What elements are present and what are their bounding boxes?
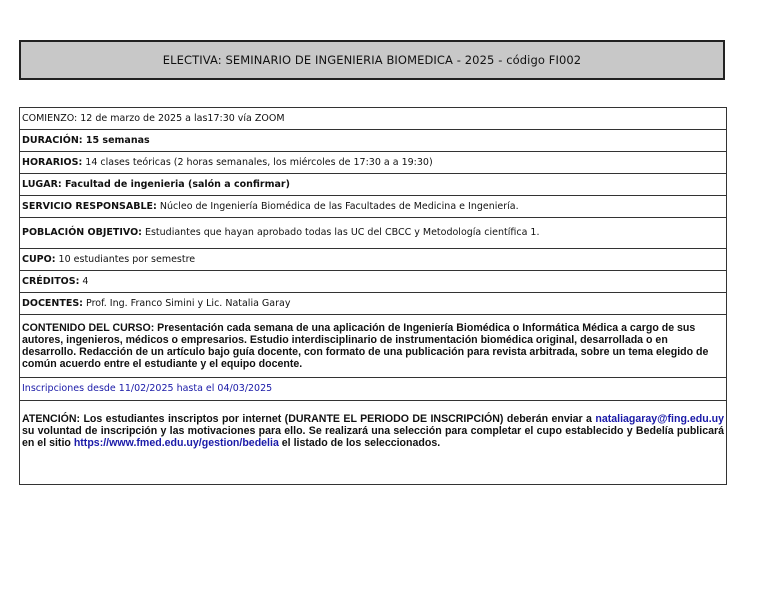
row-lugar bbox=[20, 174, 727, 196]
horarios-label: HORARIOS: bbox=[22, 156, 83, 168]
row-horarios bbox=[20, 152, 727, 174]
row-cupo bbox=[20, 249, 727, 271]
row-atencion bbox=[20, 401, 727, 485]
servicio-value: Núcleo de Ingeniería Biomédica de las Facultades de Medicina e Ingeniería. bbox=[156, 200, 519, 212]
cupo-cell bbox=[20, 249, 727, 271]
servicio-cell bbox=[20, 196, 727, 218]
creditos-label: CRÉDITOS: bbox=[22, 275, 80, 287]
row-duracion bbox=[20, 130, 727, 152]
row-docentes bbox=[20, 293, 727, 315]
email-link[interactable]: nataliagaray@fing.edu.uy bbox=[595, 413, 724, 425]
atencion-part-2: su voluntad de inscripción y las motivaciones para ello. Se realizará una selección para completar el cupo establecido y Bedelía publicará en el sitio bbox=[22, 425, 724, 449]
cupo-value: 10 estudiantes por semestre bbox=[55, 253, 196, 265]
poblacion-label: POBLACIÓN OBJETIVO: bbox=[22, 227, 142, 238]
docentes-label: DOCENTES: bbox=[22, 297, 83, 309]
servicio-label: SERVICIO RESPONSABLE: bbox=[22, 200, 157, 212]
row-comienzo bbox=[20, 108, 727, 130]
creditos-value: 4 bbox=[79, 275, 89, 287]
docentes-value: Prof. Ing. Franco Simini y Lic. Natalia Garay bbox=[83, 297, 291, 309]
creditos-cell bbox=[20, 271, 727, 293]
horarios-cell bbox=[20, 152, 727, 174]
atencion-text bbox=[22, 413, 724, 449]
bedelia-link[interactable]: https://www.fmed.edu.uy/gestion/bedelia bbox=[73, 437, 279, 449]
contenido-text: CONTENIDO DEL CURSO: Presentación cada semana de una aplicación de Ingeniería Biomédica o Informática Médica a cargo de sus autores, ingenieros, médicos o empresarios. Estudio interdisciplinario de instrumentación biomédica original, desarrollada o en desarrollo. Redacción de un artículo bajo guía docente, con formato de una publicación para revista arbitrada, sobre un tema elegido de común acuerdo entre el estudiante y el equipo docente. bbox=[22, 322, 709, 370]
row-poblacion bbox=[20, 218, 727, 249]
course-title-text: ELECTIVA: SEMINARIO DE INGENIERIA BIOMEDICA - 2025 - código FI002 bbox=[162, 53, 582, 67]
row-creditos bbox=[20, 271, 727, 293]
comienzo-cell: COMIENZO: 12 de marzo de 2025 a las17:30 vía ZOOM bbox=[20, 108, 727, 130]
inscripciones-cell: Inscripciones desde 11/02/2025 hasta el 04/03/2025 bbox=[20, 378, 727, 401]
contenido-cell bbox=[20, 315, 727, 378]
duracion-cell: DURACIÓN: 15 semanas bbox=[20, 130, 727, 152]
row-contenido bbox=[20, 315, 727, 378]
cupo-label: CUPO: bbox=[22, 253, 56, 265]
horarios-value: 14 clases teóricas (2 horas semanales, los miércoles de 17:30 a a 19:30) bbox=[82, 156, 433, 168]
docentes-cell bbox=[20, 293, 727, 315]
lugar-cell: LUGAR: Facultad de ingenieria (salón a confirmar) bbox=[20, 174, 727, 196]
course-info-table bbox=[19, 107, 727, 485]
course-title bbox=[19, 40, 725, 80]
atencion-part-1: ATENCIÓN: Los estudiantes inscriptos por internet (DURANTE EL PERIODO DE INSCRIPCIÓN) deberán enviar a bbox=[22, 413, 596, 425]
row-inscripciones bbox=[20, 378, 727, 401]
poblacion-cell bbox=[20, 218, 727, 249]
atencion-cell bbox=[20, 401, 727, 485]
atencion-part-3: el listado de los seleccionados. bbox=[278, 437, 441, 449]
row-servicio bbox=[20, 196, 727, 218]
poblacion-value: Estudiantes que hayan aprobado todas las UC del CBCC y Metodología científica 1. bbox=[141, 227, 540, 238]
